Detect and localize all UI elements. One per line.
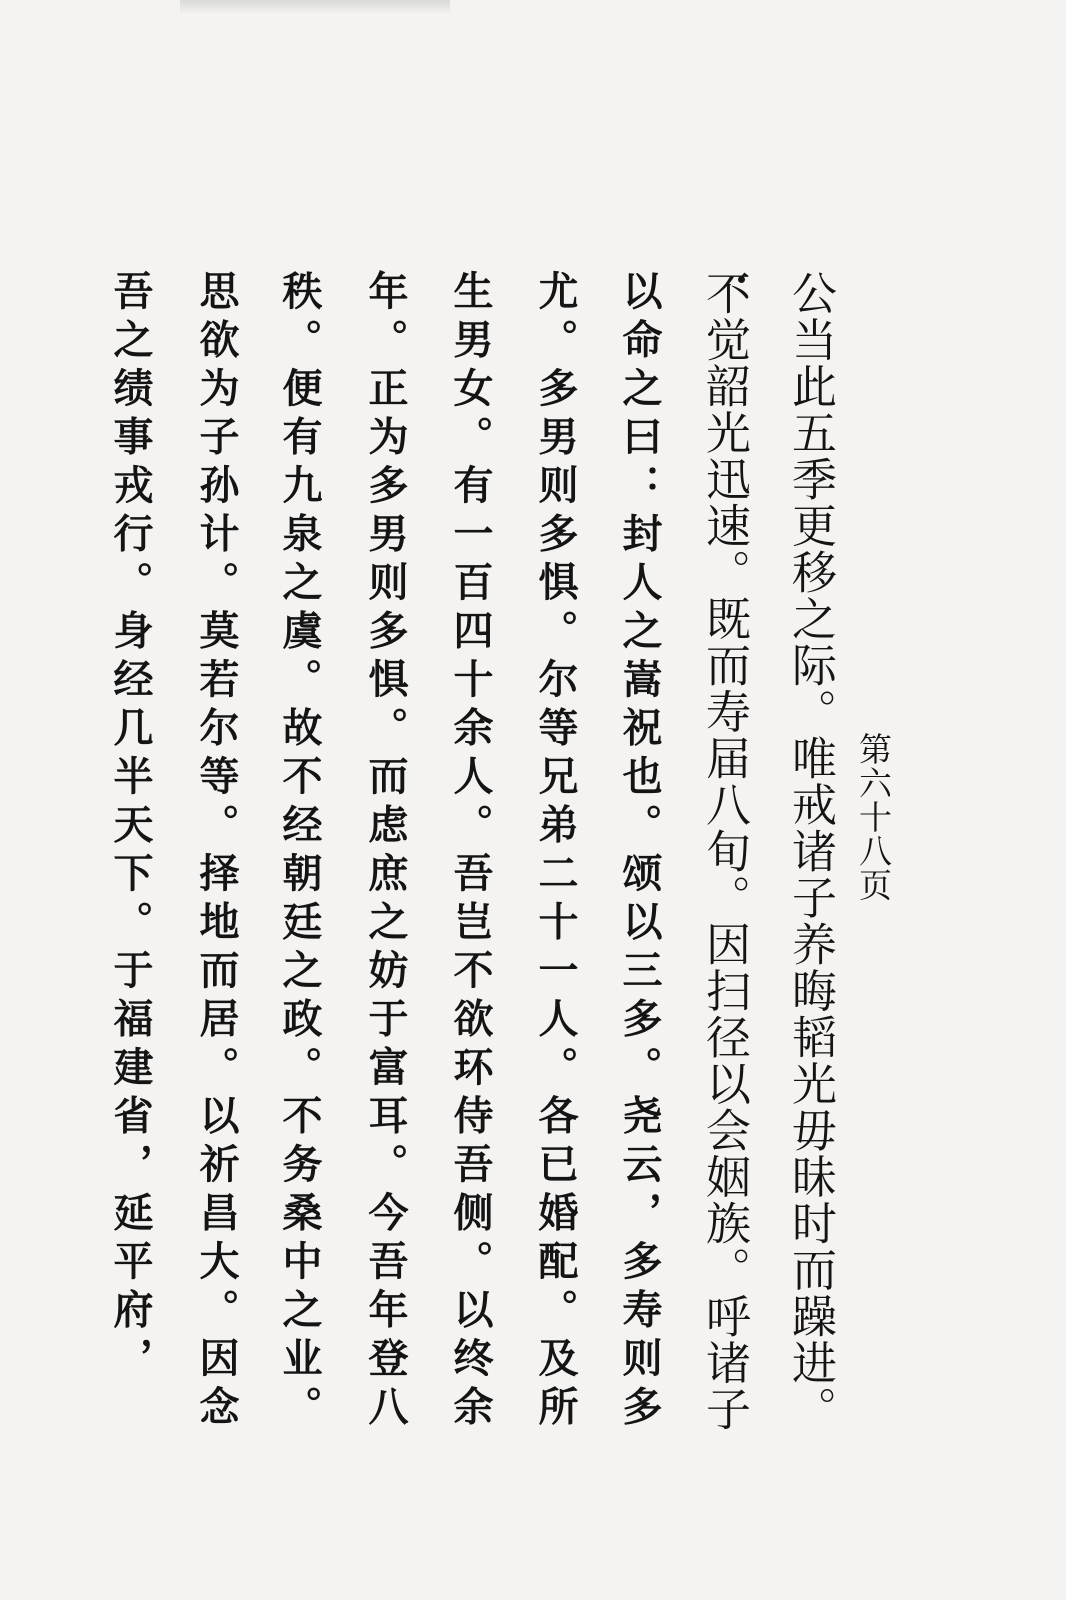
text-column-7: 秩。便有九泉之虞。故不经朝廷之政。不务桑中之业。 [276, 270, 323, 1434]
text-column-2: 不觉韶光迅速。既而寿届八旬。因扫径以会姻族。呼诸子 [698, 270, 751, 1433]
text-column-9: 吾之绩事戎行。身经几半天下。于福建省，延平府， [107, 270, 154, 1386]
text-column-1: 公当此五季更移之际。唯戒诸子养晦韬光毋昧时而躁进。 [784, 270, 837, 1433]
text-column-8: 思欲为子孙计。莫若尔等。择地而居。以祈昌大。因念 [193, 270, 240, 1434]
scan-smudge [180, 0, 450, 14]
text-column-5: 生男女。有一百四十余人。吾岂不欲环侍吾侧。以终余 [447, 270, 494, 1434]
text-column-4: 尤。多男则多惧。尔等兄弟二十一人。各已婚配。及所 [532, 270, 579, 1434]
page-number: 第六十八页 [854, 732, 893, 902]
text-column-6: 年。正为多男则多惧。而虑庶之妨于富耳。今吾年登八 [362, 270, 409, 1434]
text-column-3: 以命之曰：封人之嵩祝也。颂以三多。尧云，多寿则多 [616, 270, 663, 1434]
